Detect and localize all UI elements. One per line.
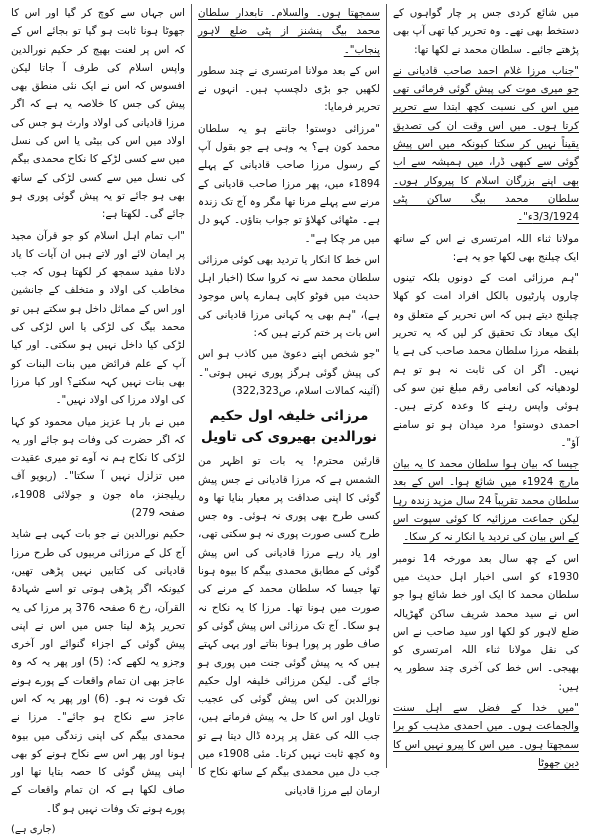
column-middle <box>191 4 387 797</box>
paragraph: "ہم مرزائی امت کے دونوں بلکہ تینوں چاروں پارٹیوں بالکل افراد امت کو کھلا چیلنج دیتے ہیں کہ اس تحریر کے متعلق وہ ایک میعاد تک تحقیق کر لیں کہ یہ تحریر بلفظہ مرزا سلطان محمد صاحب کی ہے یا نہیں۔ اگر ان کی ثابت نہ ہو تو ہم لودھیانہ کی انعامی رقم مبلغ تین سو کی ہوئی واپس رہنے کا وعدہ کرتے ہیں۔ احمدی دوستو! مرد میدان ہو تو سامنے آؤ"۔ <box>393 272 579 449</box>
paragraph: "جو شخص اپنے دعویٰ میں کاذب ہو اس کی پیش گوئی ہرگز پوری نہیں ہوتی"۔ (آئینہ کمالات اسلام، ص322,323) <box>198 348 380 397</box>
paragraph: "اب تمام اہل اسلام کو جو قرآن مجید پر ایمان لائے اور لاتے ہیں ان آیات کا یاد دلانا مفید سمجھ کر لکھتا ہوں کہ جب مخاطب کی اولاد و متخلف کے جانشین اور اس کے مماثل داخل ہو سکتے ہیں تو محمد بیگ کی لڑکی یا اس لڑکی کی لڑکی کیا داخل نہیں ہو سکتی۔ اور کیا آپ کے علم فرائض میں بنات البنات کو بھی بنات نہیں کہہ سکتے؟ اور کیا مرزا کی اولاد مرزا کی اولاد نہیں"۔ <box>11 229 185 407</box>
paragraph: اس خط کا انکار یا تردید بھی کوئی مرزائی سلطان محمد سے نہ کروا سکا (اخبار اہل حدیث میں فوٹو کاپی ہمارے پاس موجود ہے)، "ہم بھی یہ کہانی مرزا قادیانی کی اس بات پر ختم کرتے ہیں کہ: <box>198 253 380 340</box>
paragraph: قارئین محترم! یہ بات تو اظہر من الشمس ہے کہ مرزا قادیانی نے جس پیش گوئی کا اپنی صداقت پر معیار بنایا تھا وہ کسی طرح بھی پوری نہ ہوئی۔ وہ جس طرح کسی صورت پوری نہ ہو سکتی تھی، اور یاد رہے مرزا قادیانی کی اس پیش گوئی کے مطابق محمدی بیگم کا بیوہ ہونا تھا جیسا کہ سلطان محمد کے مرنے کی صورت میں ہونا تھا۔ مرزا کا یہ نکاح نہ ہو سکا۔ آج تک مرزائی اس پیش گوئی کو صاف طور پر پورا ہونا بتاتے اور یہی کہتے ہیں کہ یہ پیش گوئی جنت میں پوری ہو جائے گی۔ لیکن مرزائی خلیفہ اول حکیم نورالدین کی اس پیش گوئی کی عجیب تاویل اور اس کا حل یہ پیش فرماتے ہیں، جب اللہ کی عقل پر پردہ ڈال دیتا ہے تو وہ کچھ ثابت نہیں کرتا۔ مئی 1908ء میں جب دل میں محمدی بیگم کے ساتھ نکاح کا ارمان لیے مرزا قادیانی <box>198 455 380 797</box>
paragraph: اس کے چھ سال بعد مورخہ 14 نومبر 1930ء کو اسی اخبار اہل حدیث میں سلطان محمد کا ایک اور خط شائع ہوا جو اس نے سید محمد شریف ساکن گھڑیالہ ضلع لاہور کو لکھا اور سید صاحب نے اس کی نقل مولانا ثناء اللہ امرتسری کو بھیجی۔ اس خط کی آخری چند سطور یہ ہیں: <box>393 552 579 693</box>
paragraph: "میں خدا کے فضل سے اہل سنت والجماعت ہوں۔ میں احمدی مذہب کو برا سمجھتا ہوں۔ میں اس کا پیرو نہیں اس کا دین جھوٹا <box>393 701 579 769</box>
column-left <box>5 4 191 836</box>
paragraph: مولانا ثناء اللہ امرتسری نے اس کے ساتھ ایک چیلنج بھی لکھا جو یہ ہے: <box>393 232 579 263</box>
paragraph: اس جہاں سے کوچ کر گیا اور اس کا جھوٹا ہونا ثابت ہو گیا تو بجائے اس کے کہ اس پر لعنت بھیج کر حکیم نورالدین واپس اسلام کی طرف آ جاتا لیکن افسوس کہ اس نے ایک نئی منطق بھی پیش کی جس کا خلاصہ یہ ہے کہ اگر مرزا قادیانی کی اولاد وارث ہو جس کی اولاد میں اس کی بیٹی یا اس کی نسل میں سے کسی لڑکے کا نکاح محمدی بیگم کی نسل میں سے کسی لڑکی کے ساتھ بھی ہو جائے تو یہ پیش گوئی پوری ہو جائے گی۔ لکھتا ہے: <box>11 7 185 221</box>
paragraph: اس کے بعد مولانا امرتسری نے چند سطور لکھیں جو بڑی دلچسپ ہیں۔ انہوں نے تحریر فرمایا: <box>198 64 380 114</box>
paragraph: (جاری ہے) <box>11 824 56 836</box>
section-heading: مرزائی خلیفہ اول حکیم نورالدین بھیروی کی تاویل <box>201 408 377 446</box>
paragraph: حکیم نورالدین نے جو بات کہی ہے شاید آج کل کے مرزائی مربیوں کی طرح مرزا قادیانی کی کتابیں نہیں پڑھی تھیں، کیونکہ اگر پڑھی ہوتی تو اسے شہادۃ القرآن، رخ 6 صفحہ 376 پر مرزا کی یہ تحریر پڑھ لیتا جس میں اس نے اپنی پیش گوئی کے اجزاء گنوائے اور آخری وجزو یہ لکھے کہ: (5) اور پھر یہ کہ وہ عاجز بھی ان تمام واقعات کے پورے ہونے تک فوت نہ ہو۔ (6) اور پھر یہ کہ اس عاجز سے نکاح ہو جائے"۔ مرزا نے محمدی بیگم کی اپنی زندگی میں بیوہ ہونا اور پھر اس سے نکاح ہونے کو بھی اپنی پیش گوئی کا حصہ بتایا تھا اور صاف لکھا ہے کہ ان تمام واقعات کے پورے ہونے تک وفات نہیں ہو گا۔ <box>11 528 185 815</box>
paragraph: سمجھتا ہوں۔ والسلام۔ تابعدار سلطان محمد بیگ پنشنز از پٹی ضلع لاہور پنجاب"۔ <box>198 7 380 56</box>
column-right <box>387 4 585 768</box>
paragraph: جیسا کہ بیان ہوا سلطان محمد کا یہ بیان مارچ 1924ء میں شائع ہوا۔ اس کے بعد سلطان محمد تقریباً 24 سال مزید زندہ رہا لیکن جماعت مرزائیہ کا کوئی سپوت اس کے اس بیان کی تردید یا انکار نہ کر سکا۔ <box>393 458 580 544</box>
paragraph: "مرزائی دوستو! جانتے ہو یہ سلطان محمد کون ہے؟ یہ وہی ہے جو بقول آپ کے رسول مرزا صاحب قادیانی کے پہلے 1894ء میں، پھر مرزا صاحب قادیانی کے مرنے سے پہلے مرنا تھا مگر وہ آج تک زندہ ہے۔ مٹھائی کھلاؤ تو جواب بتاؤں۔ کہو دل میں مر چکا ہے"۔ <box>198 122 380 245</box>
paragraph: میں نے بار ہا عزیز میاں محمود کو کہا کہ اگر حضرت کی وفات ہو جائے اور یہ لڑکی کا نکاح ہم نہ آوے تو میری عقیدت میں تزلزل نہیں آ سکتا"۔ (ریویو آف ریلیجنز، ماہ جون و جولائی 1908ء، صفحہ 279) <box>11 415 185 520</box>
paragraph: میں شائع کردی جس پر چار گواہوں کے دستخط بھی تھے۔ وہ تحریر کیا تھی آپ بھی پڑھتے جائیے۔ سلطان محمد نے لکھا تھا: <box>393 7 579 56</box>
paragraph: "جناب مرزا غلام احمد صاحب قادیانی نے جو میری موت کی پیش گوئی فرمائی تھی میں اس کی نسبت کچھ ابتدا سے تحریر کرتا ہوں۔ میں اس وقت ان کی تصدیق یقیناً نہیں کر سکتا کیونکہ میں اس پیش گوئی سے کبھی ڈرا، میں ہمیشہ سے اب بھی اپنے بزرگان اسلام کا پیروکار ہوں۔ سلطان محمد بیگ ساکن پٹی 3/3/1924ء"۔ <box>393 64 579 224</box>
